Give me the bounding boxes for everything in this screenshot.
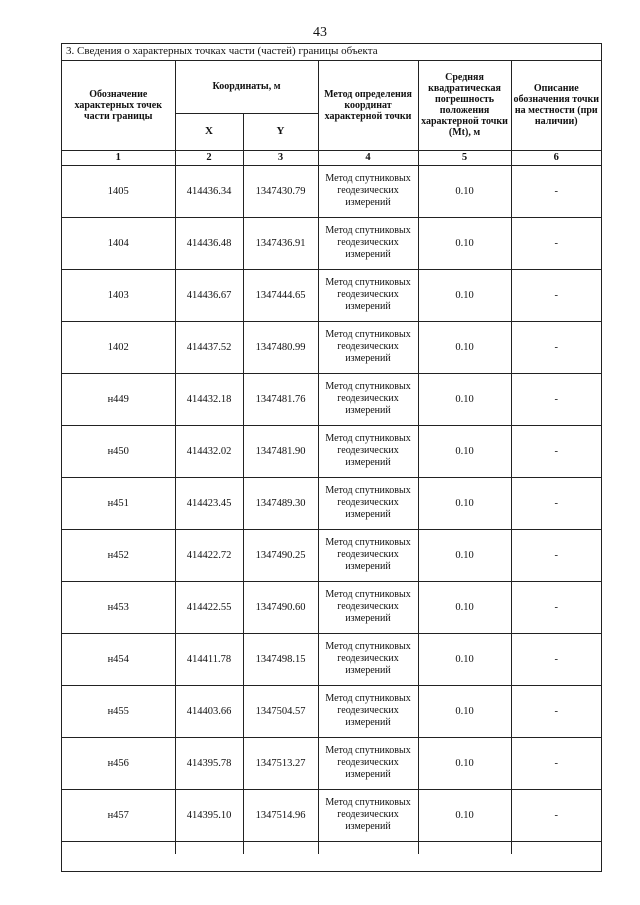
point-designation-cell: н450 — [62, 425, 175, 477]
table-row — [62, 217, 601, 269]
table-row — [62, 633, 601, 685]
header-error: Средняя квадратическая погрешность положения характерной точки (Mt), м — [418, 61, 511, 150]
method-cell: Метод спутниковых геодезических измерений — [318, 269, 418, 321]
empty-row — [62, 841, 601, 854]
table-row — [62, 269, 601, 321]
table-body — [62, 165, 601, 841]
method-cell: Метод спутниковых геодезических измерений — [318, 529, 418, 581]
description-cell: - — [511, 165, 601, 217]
error-cell: 0.10 — [418, 737, 511, 789]
point-designation-cell: н457 — [62, 789, 175, 841]
coordinate-x-cell: 414436.48 — [175, 217, 243, 269]
error-cell: 0.10 — [418, 685, 511, 737]
header-description: Описание обозначения точки на местности (при наличии) — [511, 61, 601, 150]
table-row — [62, 581, 601, 633]
coordinate-y-cell: 1347504.57 — [243, 685, 318, 737]
description-cell: - — [511, 373, 601, 425]
coordinate-y-cell: 1347514.96 — [243, 789, 318, 841]
header-designation: Обозначение характерных точек части границы — [62, 61, 175, 150]
description-cell: - — [511, 217, 601, 269]
point-designation-cell: н449 — [62, 373, 175, 425]
column-number: 1 — [62, 150, 175, 165]
column-number: 6 — [511, 150, 601, 165]
coordinate-y-cell: 1347481.76 — [243, 373, 318, 425]
method-cell: Метод спутниковых геодезических измерений — [318, 425, 418, 477]
method-cell: Метод спутниковых геодезических измерений — [318, 789, 418, 841]
section-title: 3. Сведения о характерных точках части (частей) границы объекта — [62, 44, 601, 61]
table-row — [62, 477, 601, 529]
coordinate-y-cell: 1347498.15 — [243, 633, 318, 685]
method-cell: Метод спутниковых геодезических измерений — [318, 737, 418, 789]
point-designation-cell: н454 — [62, 633, 175, 685]
table-row — [62, 737, 601, 789]
error-cell: 0.10 — [418, 477, 511, 529]
point-designation-cell: 1402 — [62, 321, 175, 373]
error-cell: 0.10 — [418, 633, 511, 685]
header-coordinates: Координаты, м — [175, 61, 318, 113]
coordinate-y-cell: 1347490.25 — [243, 529, 318, 581]
coordinate-y-cell: 1347513.27 — [243, 737, 318, 789]
column-number: 3 — [243, 150, 318, 165]
header-method: Метод определения координат характерной точки — [318, 61, 418, 150]
method-cell: Метод спутниковых геодезических измерений — [318, 321, 418, 373]
description-cell: - — [511, 633, 601, 685]
description-cell: - — [511, 529, 601, 581]
point-designation-cell: н453 — [62, 581, 175, 633]
coordinate-x-cell: 414436.34 — [175, 165, 243, 217]
method-cell: Метод спутниковых геодезических измерений — [318, 633, 418, 685]
error-cell: 0.10 — [418, 425, 511, 477]
description-cell: - — [511, 581, 601, 633]
error-cell: 0.10 — [418, 165, 511, 217]
method-cell: Метод спутниковых геодезических измерений — [318, 477, 418, 529]
coordinate-y-cell: 1347444.65 — [243, 269, 318, 321]
error-cell: 0.10 — [418, 269, 511, 321]
header-y: Y — [243, 113, 318, 150]
method-cell: Метод спутниковых геодезических измерений — [318, 217, 418, 269]
error-cell: 0.10 — [418, 581, 511, 633]
coordinate-y-cell: 1347489.30 — [243, 477, 318, 529]
coordinate-x-cell: 414403.66 — [175, 685, 243, 737]
method-cell: Метод спутниковых геодезических измерений — [318, 685, 418, 737]
document-frame — [61, 43, 602, 872]
point-designation-cell: 1403 — [62, 269, 175, 321]
coordinate-x-cell: 414422.72 — [175, 529, 243, 581]
description-cell: - — [511, 737, 601, 789]
coordinate-x-cell: 414423.45 — [175, 477, 243, 529]
coordinate-x-cell: 414432.02 — [175, 425, 243, 477]
table-row — [62, 789, 601, 841]
method-cell: Метод спутниковых геодезических измерений — [318, 581, 418, 633]
point-designation-cell: 1405 — [62, 165, 175, 217]
method-cell: Метод спутниковых геодезических измерений — [318, 165, 418, 217]
description-cell: - — [511, 321, 601, 373]
coordinate-x-cell: 414432.18 — [175, 373, 243, 425]
page-number: 43 — [313, 25, 327, 40]
table-row — [62, 529, 601, 581]
column-number: 5 — [418, 150, 511, 165]
table-row — [62, 373, 601, 425]
coordinate-x-cell: 414395.10 — [175, 789, 243, 841]
coordinate-y-cell: 1347481.90 — [243, 425, 318, 477]
description-cell: - — [511, 685, 601, 737]
coordinate-y-cell: 1347490.60 — [243, 581, 318, 633]
error-cell: 0.10 — [418, 789, 511, 841]
table-row — [62, 425, 601, 477]
table-row — [62, 165, 601, 217]
column-number: 2 — [175, 150, 243, 165]
error-cell: 0.10 — [418, 529, 511, 581]
description-cell: - — [511, 477, 601, 529]
method-cell: Метод спутниковых геодезических измерений — [318, 373, 418, 425]
point-designation-cell: н451 — [62, 477, 175, 529]
point-designation-cell: н452 — [62, 529, 175, 581]
coordinate-y-cell: 1347480.99 — [243, 321, 318, 373]
point-designation-cell: 1404 — [62, 217, 175, 269]
coordinate-y-cell: 1347436.91 — [243, 217, 318, 269]
table-row — [62, 685, 601, 737]
point-designation-cell: н456 — [62, 737, 175, 789]
coordinate-x-cell: 414411.78 — [175, 633, 243, 685]
header-x: X — [175, 113, 243, 150]
description-cell: - — [511, 789, 601, 841]
coordinate-y-cell: 1347430.79 — [243, 165, 318, 217]
error-cell: 0.10 — [418, 321, 511, 373]
description-cell: - — [511, 269, 601, 321]
coordinate-x-cell: 414422.55 — [175, 581, 243, 633]
description-cell: - — [511, 425, 601, 477]
column-number: 4 — [318, 150, 418, 165]
coordinate-x-cell: 414395.78 — [175, 737, 243, 789]
boundary-points-table — [62, 61, 601, 854]
error-cell: 0.10 — [418, 217, 511, 269]
error-cell: 0.10 — [418, 373, 511, 425]
coordinate-x-cell: 414436.67 — [175, 269, 243, 321]
coordinate-x-cell: 414437.52 — [175, 321, 243, 373]
table-row — [62, 321, 601, 373]
column-numbers-row — [62, 150, 601, 165]
point-designation-cell: н455 — [62, 685, 175, 737]
